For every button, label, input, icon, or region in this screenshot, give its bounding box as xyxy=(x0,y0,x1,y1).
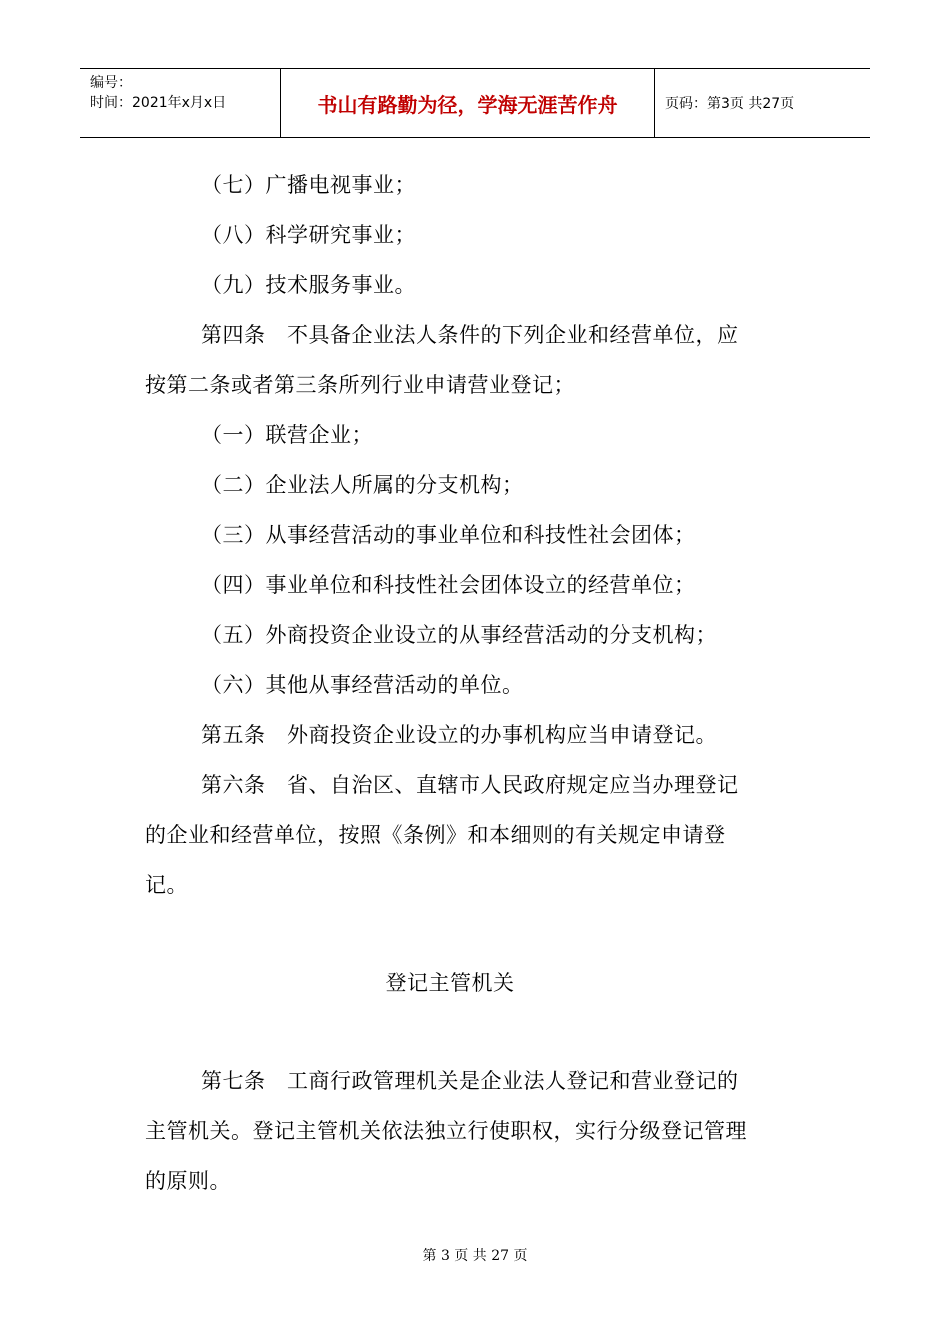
paragraph: 第六条 省、自治区、直辖市人民政府规定应当办理登记的企业和经营单位，按照《条例》和本细则的有关规定申请登记。 xyxy=(145,773,739,897)
section-title: 登记主管机关 xyxy=(385,971,515,995)
header-page-info: 页码：第3页 共27页 xyxy=(665,96,795,112)
header-meta xyxy=(80,69,281,137)
page-footer: 第 3 页 共 27 页 xyxy=(422,1248,528,1264)
paragraph: 第七条 工商行政管理机关是企业法人登记和营业登记的主管机关。登记主管机关依法独立行使职权，实行分级登记管理的原则。 xyxy=(145,1069,747,1193)
header-motto: 书山有路勤为径，学海无涯苦作舟 xyxy=(281,69,655,137)
paragraph: （一）联营企业； xyxy=(201,423,373,447)
paragraph: （六）其他从事经营活动的单位。 xyxy=(201,673,524,697)
paragraph: （五）外商投资企业设立的从事经营活动的分支机构； xyxy=(201,623,717,647)
paragraph: 第四条 不具备企业法人条件的下列企业和经营单位，应按第二条或者第三条所列行业申请营业登记； xyxy=(145,323,739,397)
paragraph: （七）广播电视事业； xyxy=(201,173,416,197)
paragraph: （九）技术服务事业。 xyxy=(201,273,416,297)
time-label: 时间：2021年x月x日 xyxy=(90,95,227,111)
paragraph: （八）科学研究事业； xyxy=(201,223,416,247)
paragraph: 第五条 外商投资企业设立的办事机构应当申请登记。 xyxy=(201,723,717,747)
number-label: 编号： xyxy=(90,75,132,91)
paragraph: （二）企业法人所属的分支机构； xyxy=(201,473,524,497)
paragraph: （四）事业单位和科技性社会团体设立的经营单位； xyxy=(201,573,696,597)
paragraph: （三）从事经营活动的事业单位和科技性社会团体； xyxy=(201,523,696,547)
document-body xyxy=(145,160,755,1206)
document-header xyxy=(80,68,870,138)
